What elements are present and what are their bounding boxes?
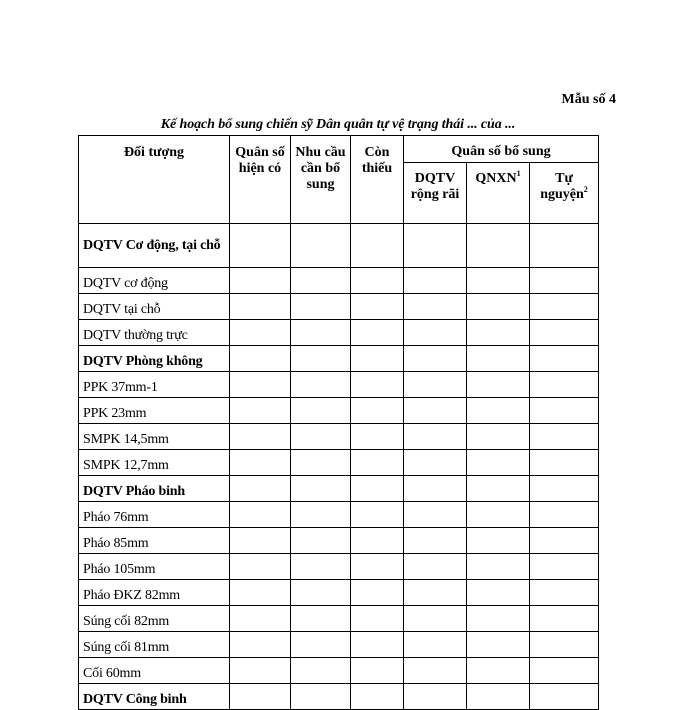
table-cell bbox=[351, 606, 404, 632]
table-cell bbox=[230, 554, 291, 580]
table-cell bbox=[351, 320, 404, 346]
table-cell bbox=[467, 450, 530, 476]
table-cell bbox=[230, 502, 291, 528]
table-cell bbox=[351, 450, 404, 476]
table-cell bbox=[291, 684, 351, 710]
table-row bbox=[79, 632, 599, 658]
row-label: Pháo 76mm bbox=[79, 502, 230, 528]
table-cell bbox=[404, 320, 467, 346]
table-cell bbox=[404, 502, 467, 528]
table-cell bbox=[404, 684, 467, 710]
table-cell bbox=[291, 476, 351, 502]
table-cell bbox=[230, 346, 291, 372]
table-cell bbox=[404, 606, 467, 632]
row-label: Súng cối 82mm bbox=[79, 606, 230, 632]
table-row bbox=[79, 398, 599, 424]
table-cell bbox=[467, 346, 530, 372]
table-row bbox=[79, 224, 599, 268]
table-cell bbox=[291, 658, 351, 684]
table-cell bbox=[530, 632, 599, 658]
table-cell bbox=[467, 224, 530, 268]
row-label: DQTV cơ động bbox=[79, 268, 230, 294]
table-cell bbox=[230, 528, 291, 554]
table-cell bbox=[404, 580, 467, 606]
table-cell bbox=[351, 658, 404, 684]
table-cell bbox=[351, 554, 404, 580]
table-row bbox=[79, 424, 599, 450]
table-cell bbox=[351, 684, 404, 710]
table-cell bbox=[530, 398, 599, 424]
row-label: Pháo 85mm bbox=[79, 528, 230, 554]
table-cell bbox=[530, 268, 599, 294]
table-cell bbox=[404, 450, 467, 476]
table-cell bbox=[291, 554, 351, 580]
table-cell bbox=[291, 450, 351, 476]
table-cell bbox=[230, 398, 291, 424]
table-cell bbox=[467, 554, 530, 580]
table-cell bbox=[351, 580, 404, 606]
table-cell bbox=[230, 632, 291, 658]
table-row bbox=[79, 502, 599, 528]
row-label: PPK 37mm-1 bbox=[79, 372, 230, 398]
table-cell bbox=[230, 580, 291, 606]
table-cell bbox=[467, 398, 530, 424]
table-cell bbox=[351, 372, 404, 398]
table-cell bbox=[404, 554, 467, 580]
table-row bbox=[79, 476, 599, 502]
table-cell bbox=[351, 528, 404, 554]
table-cell bbox=[351, 398, 404, 424]
header-lacking: Còn thiếu bbox=[351, 136, 404, 224]
row-label: Cối 60mm bbox=[79, 658, 230, 684]
row-label: DQTV Phòng không bbox=[79, 346, 230, 372]
table-cell bbox=[291, 372, 351, 398]
table-cell bbox=[530, 450, 599, 476]
table-cell bbox=[291, 268, 351, 294]
table-cell bbox=[291, 224, 351, 268]
table-cell bbox=[467, 424, 530, 450]
table-cell bbox=[530, 372, 599, 398]
table-cell bbox=[291, 424, 351, 450]
row-label: DQTV Cơ động, tại chỗ bbox=[79, 224, 230, 268]
table-cell bbox=[467, 476, 530, 502]
table-cell bbox=[230, 268, 291, 294]
row-label: Pháo ĐKZ 82mm bbox=[79, 580, 230, 606]
table-cell bbox=[351, 632, 404, 658]
table-cell bbox=[530, 580, 599, 606]
table-cell bbox=[404, 294, 467, 320]
table-row bbox=[79, 658, 599, 684]
table-cell bbox=[291, 320, 351, 346]
row-label: DQTV Công binh bbox=[79, 684, 230, 710]
header-supplement-group: Quân số bổ sung bbox=[404, 136, 599, 163]
header-dqtv-broad: DQTV rộng rãi bbox=[404, 163, 467, 224]
table-body bbox=[79, 224, 599, 710]
header-need: Nhu cầu cần bổ sung bbox=[291, 136, 351, 224]
table-cell bbox=[467, 580, 530, 606]
table-cell bbox=[530, 658, 599, 684]
table-cell bbox=[291, 294, 351, 320]
table-cell bbox=[351, 224, 404, 268]
table-cell bbox=[404, 398, 467, 424]
header-volunteer: Tự nguyện$^2$ bbox=[530, 163, 599, 224]
table-cell bbox=[230, 684, 291, 710]
table-cell bbox=[291, 346, 351, 372]
table-cell bbox=[530, 224, 599, 268]
table-cell bbox=[291, 606, 351, 632]
table-cell bbox=[291, 398, 351, 424]
page-title: Kế hoạch bổ sung chiến sỹ Dân quân tự vệ trạng thái ... của ... bbox=[160, 117, 516, 132]
table-row bbox=[79, 450, 599, 476]
table-cell bbox=[467, 632, 530, 658]
table-row bbox=[79, 294, 599, 320]
table-cell bbox=[404, 372, 467, 398]
table-cell bbox=[467, 528, 530, 554]
table-cell bbox=[530, 346, 599, 372]
table-cell bbox=[467, 320, 530, 346]
table-cell bbox=[404, 346, 467, 372]
table-row bbox=[79, 372, 599, 398]
table-cell bbox=[351, 294, 404, 320]
table-cell bbox=[351, 424, 404, 450]
table-cell bbox=[230, 320, 291, 346]
row-label: PPK 23mm bbox=[79, 398, 230, 424]
supplement-plan-table bbox=[78, 135, 599, 710]
table-cell bbox=[351, 268, 404, 294]
table-cell bbox=[404, 476, 467, 502]
header-qnxn: QNXN$^1$ bbox=[467, 163, 530, 224]
table-cell bbox=[530, 320, 599, 346]
table-row bbox=[79, 554, 599, 580]
table-cell bbox=[404, 268, 467, 294]
table-cell bbox=[530, 294, 599, 320]
row-label: DQTV tại chỗ bbox=[79, 294, 230, 320]
table-cell bbox=[530, 502, 599, 528]
table-cell bbox=[291, 502, 351, 528]
table-cell bbox=[230, 294, 291, 320]
row-label: SMPK 12,7mm bbox=[79, 450, 230, 476]
table-cell bbox=[230, 372, 291, 398]
table-cell bbox=[467, 294, 530, 320]
table-cell bbox=[467, 502, 530, 528]
form-number: Mẫu số 4 bbox=[561, 92, 616, 107]
table-cell bbox=[230, 224, 291, 268]
table-cell bbox=[404, 424, 467, 450]
table-row bbox=[79, 528, 599, 554]
table-cell bbox=[291, 528, 351, 554]
table-cell bbox=[530, 476, 599, 502]
table-cell bbox=[404, 528, 467, 554]
row-label: SMPK 14,5mm bbox=[79, 424, 230, 450]
table-cell bbox=[530, 606, 599, 632]
table-cell bbox=[351, 346, 404, 372]
row-label: Súng cối 81mm bbox=[79, 632, 230, 658]
table-cell bbox=[351, 502, 404, 528]
table-row bbox=[79, 346, 599, 372]
table-cell bbox=[530, 528, 599, 554]
table-cell bbox=[530, 424, 599, 450]
table-cell bbox=[230, 658, 291, 684]
table-cell bbox=[291, 580, 351, 606]
table-cell bbox=[467, 606, 530, 632]
row-label: Pháo 105mm bbox=[79, 554, 230, 580]
table-row bbox=[79, 606, 599, 632]
table-cell bbox=[404, 224, 467, 268]
table-cell bbox=[230, 424, 291, 450]
table-row bbox=[79, 320, 599, 346]
table-cell bbox=[467, 684, 530, 710]
row-label: DQTV Pháo binh bbox=[79, 476, 230, 502]
footnote-mark-1: 1 bbox=[516, 169, 521, 178]
table-row bbox=[79, 268, 599, 294]
table-cell bbox=[530, 554, 599, 580]
header-current: Quân số hiện có bbox=[230, 136, 291, 224]
table-cell bbox=[351, 476, 404, 502]
table-cell bbox=[467, 658, 530, 684]
table-cell bbox=[230, 606, 291, 632]
table-cell bbox=[404, 658, 467, 684]
table-cell bbox=[467, 372, 530, 398]
table-cell bbox=[230, 476, 291, 502]
table-cell bbox=[230, 450, 291, 476]
table-cell bbox=[404, 632, 467, 658]
table-cell bbox=[467, 268, 530, 294]
footnote-mark-2: 2 bbox=[583, 185, 588, 194]
table-row bbox=[79, 684, 599, 710]
table-cell bbox=[291, 632, 351, 658]
header-subject: Đối tượng bbox=[79, 136, 230, 224]
table-cell bbox=[530, 684, 599, 710]
row-label: DQTV thường trực bbox=[79, 320, 230, 346]
table-row bbox=[79, 580, 599, 606]
